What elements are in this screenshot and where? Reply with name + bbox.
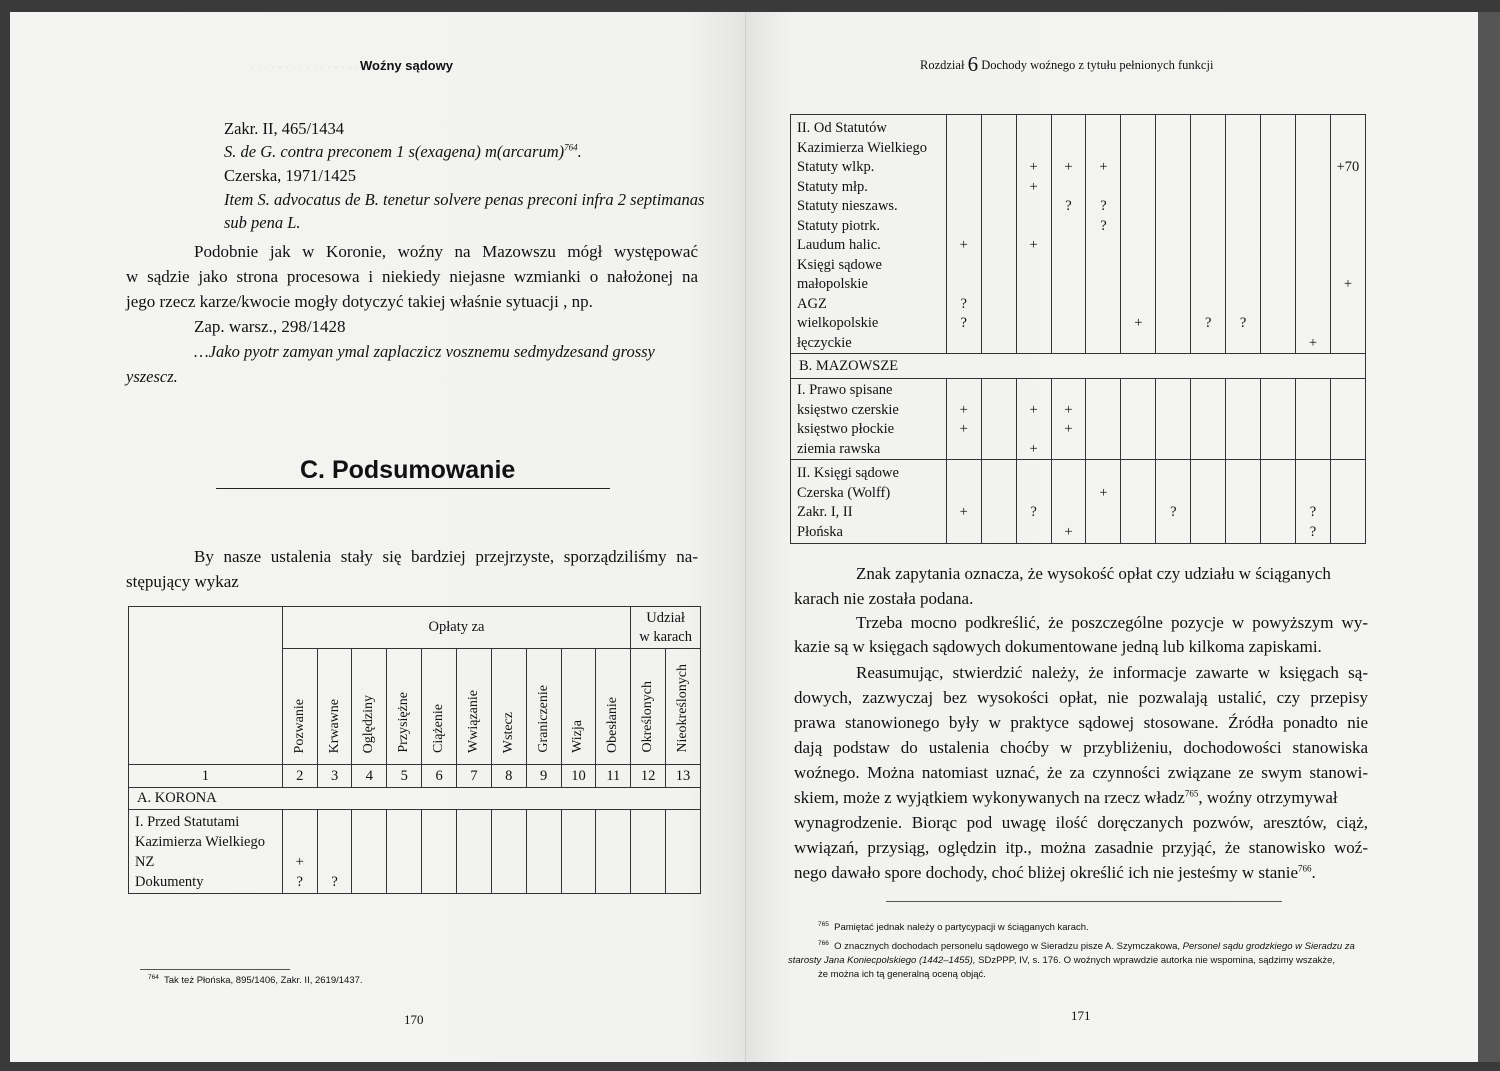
table-cell — [491, 810, 526, 894]
body-line: kazie są w księgach sądowych dokumentowane jedną lub kilkoma zapiskami. — [794, 637, 1322, 656]
table-cell — [1086, 460, 1121, 544]
column-number: 10 — [561, 765, 596, 788]
body-line: By nasze ustalenia stały się bardziej przejrzyste, sporządziliśmy na- — [194, 547, 698, 566]
page-number: 171 — [1071, 1008, 1091, 1023]
row-label: Statuty wlkp. — [797, 159, 875, 175]
mark-question: ? — [296, 874, 303, 890]
row-labels — [791, 460, 947, 544]
footnote-rule — [886, 901, 1282, 902]
row-label: I. Przed Statutami — [135, 814, 240, 830]
row-label: Kazimierza Wielkiego — [135, 834, 265, 850]
mark-plus: + — [1029, 401, 1038, 418]
table-cell — [1330, 379, 1365, 460]
body-line: wwiązań, przysiąg, oględzin itp., można zasadnie przyjąć, że stanowisko woź- — [794, 838, 1368, 857]
column-header: Wwiązanie — [457, 649, 492, 765]
mark-plus: + — [1029, 178, 1038, 195]
table-cell — [1191, 379, 1226, 460]
citation-line: Czerska, 1971/1425 — [224, 166, 356, 185]
table-cell — [1261, 115, 1296, 354]
mark-question: ? — [1100, 198, 1107, 214]
header-share: Udział w karach — [631, 607, 701, 649]
row-label: Płońska — [797, 523, 843, 540]
table-cell — [1051, 379, 1086, 460]
footnote-ref-765: 765 — [1184, 788, 1199, 799]
table-cell — [981, 460, 1016, 544]
book-edge — [1478, 12, 1500, 1062]
mark-plus: + — [959, 401, 968, 418]
table-cell — [1226, 379, 1261, 460]
section-a-row: A. KORONA — [129, 788, 701, 810]
mark-plus: + — [1029, 237, 1038, 253]
table-cell — [1296, 379, 1331, 460]
mark-question: ? — [1239, 315, 1247, 331]
mark-question: ? — [1309, 523, 1317, 540]
quote-line: yszescz. — [126, 367, 178, 386]
row-label: wielkopolskie — [797, 315, 879, 331]
mark-plus: + — [1064, 159, 1073, 175]
table-cell — [1051, 115, 1086, 354]
row-labels — [791, 115, 947, 354]
mark-question: ? — [1309, 504, 1317, 520]
column-header: Graniczenie — [526, 649, 561, 765]
body-line: Znak zapytania oznacza, że wysokość opłat czy udziału w ściąganych — [856, 564, 1331, 583]
table-cell — [1191, 460, 1226, 544]
row-labels — [791, 379, 947, 460]
section-b-row: B. MAZOWSZE — [791, 354, 1366, 379]
row-label: Księgi sądowe — [797, 256, 882, 273]
summary-table-left — [128, 606, 701, 894]
body-line: dowych, zazwyczaj bez wysokości opłat, nie pozwalają ustalić, czy przepisy — [794, 688, 1368, 707]
table-cell — [596, 810, 631, 894]
table-cell — [282, 810, 317, 894]
body-line: Reasumując, stwierdzić należy, że informacje zawarte w księgach są- — [856, 663, 1368, 682]
column-header: Krwawne — [317, 649, 352, 765]
row-label: Laudum halic. — [797, 237, 881, 253]
column-number: 7 — [457, 765, 492, 788]
table-cell — [1016, 460, 1051, 544]
table-cell — [1016, 379, 1051, 460]
body-line: prawa stanowionego były w praktyce sądowej stosowane. Źródła ponadto nie — [794, 713, 1368, 732]
column-header: Oględziny — [352, 649, 387, 765]
section-heading: C. Podsumowanie — [300, 456, 516, 484]
mark-plus: + — [1134, 315, 1143, 331]
summary-table-right — [790, 114, 1366, 544]
table-cell — [946, 115, 981, 354]
right-page — [746, 12, 1478, 1062]
column-number: 2 — [282, 765, 317, 788]
table-cell — [1121, 115, 1156, 354]
table-cell — [1330, 460, 1365, 544]
column-header: Pozwanie — [282, 649, 317, 765]
table-cell — [1016, 115, 1051, 354]
row-label: Statuty piotrk. — [797, 217, 880, 234]
mark-question: ? — [960, 315, 967, 331]
table-cell — [1226, 460, 1261, 544]
table-cell — [1261, 460, 1296, 544]
mark-plus: + — [1029, 440, 1038, 457]
table-cell — [981, 115, 1016, 354]
quote-line: …Jako pyotr zamyan ymal zaplaczicz vosznemu sedmydzesand grossy — [194, 342, 655, 361]
column-header: Wstecz — [491, 649, 526, 765]
table-cell — [526, 810, 561, 894]
mark-question: ? — [1204, 315, 1212, 331]
mark-plus: + — [1064, 421, 1073, 437]
column-number: 13 — [666, 765, 701, 788]
body-line: skiem, może z wyjątkiem wykonywanych na rzecz władz$^{765}$, woźny otrzymywał — [794, 788, 1338, 807]
row-labels — [129, 810, 283, 894]
mark-plus70: +70 — [1336, 159, 1360, 175]
column-header: Ciążenie — [422, 649, 457, 765]
mark-question: ? — [1030, 504, 1037, 520]
mark-plus: + — [959, 421, 968, 437]
mark-plus: + — [1343, 276, 1353, 292]
table-cell — [457, 810, 492, 894]
footnote-765: $^{765}$ Pamiętać jednak należy o partycypacji w ściąganych karach. — [818, 920, 1089, 933]
row-label: I. Prawo spisane — [797, 382, 893, 398]
running-header: Woźny sądowy — [360, 58, 453, 73]
row-label: II. Od Statutów — [797, 120, 887, 136]
running-header: Rozdział 6 Dochody woźnego z tytułu pełnionych funkcji — [920, 52, 1214, 76]
table-cell — [666, 810, 701, 894]
table-cell — [387, 810, 422, 894]
table-cell — [1121, 460, 1156, 544]
row-label: Dokumenty — [135, 874, 204, 890]
page-number: 170 — [404, 1012, 424, 1027]
table-cell — [422, 810, 457, 894]
table-cell — [1156, 379, 1191, 460]
left-page — [10, 12, 746, 1062]
table-cell — [1121, 379, 1156, 460]
table-cell — [1051, 460, 1086, 544]
table-cell — [1296, 460, 1331, 544]
footnote-764: $^{764}$ Tak też Płońska, 895/1406, Zakr. II, 2619/1437. — [148, 973, 363, 986]
table-cell — [1156, 115, 1191, 354]
citation-line: Item S. advocatus de B. tenetur solvere penas preconi infra 2 septimanas — [224, 190, 705, 209]
table-cell — [561, 810, 596, 894]
table-cell — [631, 810, 666, 894]
mark-plus: + — [295, 854, 304, 870]
table-cell — [946, 460, 981, 544]
column-number: 12 — [631, 765, 666, 788]
mark-question: ? — [1065, 198, 1072, 214]
row-label: księstwo płockie — [797, 421, 895, 437]
body-line: w sądzie jako strona procesowa i niekiedy niejasne wzmianki o nałożonej na — [126, 267, 698, 286]
row-label: łęczyckie — [797, 334, 852, 351]
row-label: księstwo czerskie — [797, 401, 899, 418]
heading-rule — [216, 488, 610, 489]
table-cell — [352, 810, 387, 894]
table-cell — [1330, 115, 1365, 354]
row-label: Kazimierza Wielkiego — [797, 139, 927, 156]
row-label: Statuty młp. — [797, 178, 868, 195]
mark-plus: + — [1064, 401, 1073, 418]
table-cell — [1086, 115, 1121, 354]
row-label: NZ — [135, 854, 155, 870]
mark-question: ? — [1100, 217, 1107, 234]
column-header: Przysiężne — [387, 649, 422, 765]
column-number: 9 — [526, 765, 561, 788]
body-line: karach nie została podana. — [794, 589, 974, 608]
mark-plus: + — [959, 504, 968, 520]
column-number: 8 — [491, 765, 526, 788]
body-line: nego dawało spore dochody, choć bliżej określić ich nie jesteśmy w stanie$^{766}$. — [794, 863, 1316, 882]
row-label: ziemia rawska — [797, 440, 881, 457]
mark-plus: + — [1099, 159, 1108, 175]
mark-plus: + — [1029, 159, 1038, 175]
row-label: Czerska (Wolff) — [797, 484, 891, 501]
body-line: Trzeba mocno podkreślić, że poszczególne pozycje w powyższym wy- — [856, 613, 1368, 632]
body-line: dają podstaw do ustalenia choćby w przybliżeniu, dochodowości stanowiska — [794, 738, 1368, 757]
row-label: Statuty nieszaws. — [797, 198, 898, 214]
citation-line: sub pena L. — [224, 213, 301, 232]
mark-question: ? — [960, 295, 967, 312]
body-line: jego rzecz karze/kwocie mogły dotyczyć takiej właśnie sytuacji , np. — [126, 292, 593, 311]
table-cell — [317, 810, 352, 894]
table-cell — [981, 379, 1016, 460]
table-corner — [129, 607, 283, 765]
table-cell — [1296, 115, 1331, 354]
footnote-ref-764: 764 — [564, 142, 578, 153]
row-label: małopolskie — [797, 276, 868, 292]
table-cell — [1226, 115, 1261, 354]
footnote-ref-766: 766 — [1298, 863, 1312, 874]
column-number: 3 — [317, 765, 352, 788]
table-cell — [1086, 379, 1121, 460]
table-cell — [1261, 379, 1296, 460]
row-label: Zakr. I, II — [797, 504, 853, 520]
column-header: Określonych — [631, 649, 666, 765]
citation-line: Zakr. II, 465/1434 — [224, 119, 345, 138]
mark-question: ? — [1170, 504, 1177, 520]
citation-line: S. de G. contra preconem 1 s(exagena) m(arcarum)$^{764}$. — [224, 142, 582, 161]
body-line: wynagrodzenie. Biorąc pod uwagę ilość doręczanych pozwów, aresztów, ciąż, — [794, 813, 1368, 832]
column-number: 4 — [352, 765, 387, 788]
body-line: woźnego. Można natomiast uznać, że za czynności związane ze swym stanowi- — [794, 763, 1368, 782]
row-label: AGZ — [797, 295, 827, 312]
mark-plus: + — [1308, 334, 1318, 351]
table-cell — [1156, 460, 1191, 544]
mark-plus: + — [1099, 484, 1108, 501]
row-label: II. Księgi sądowe — [797, 465, 899, 481]
table-cell — [946, 379, 981, 460]
footnote-rule — [140, 969, 290, 970]
footnote-766: $^{766}$ O znacznych dochodach personelu sądowego w Sieradzu pisze A. Szymczakowa, Personel sądu grodzkiego w Sieradzu za starosty Jana Koniecpolskiego (1442–1455), SDzPPP, IV, s. 176. O woźnych wprawdzie autorka nie wspomina, sądzimy wszakże, że można ich tą generalną oceną objąć. — [788, 939, 1355, 980]
column-number: 1 — [129, 765, 283, 788]
header-fees: Opłaty za — [282, 607, 630, 649]
body-line: Podobnie jak w Koronie, woźny na Mazowszu mógł występować — [194, 242, 698, 261]
mark-plus: + — [1064, 523, 1073, 540]
column-number: 11 — [596, 765, 631, 788]
mark-question: ? — [331, 874, 338, 890]
column-header: Obesłanie — [596, 649, 631, 765]
column-number: 5 — [387, 765, 422, 788]
column-header: Nieokreślonych — [666, 649, 701, 765]
body-line: Zap. warsz., 298/1428 — [194, 317, 346, 336]
column-number: 6 — [422, 765, 457, 788]
body-line: stępujący wykaz — [126, 572, 239, 591]
column-header: Wizja — [561, 649, 596, 765]
mark-plus: + — [959, 237, 968, 253]
bleed-through-text: · · · · · · · · · · · · · · · · · · · — [250, 60, 380, 74]
table-cell — [1191, 115, 1226, 354]
